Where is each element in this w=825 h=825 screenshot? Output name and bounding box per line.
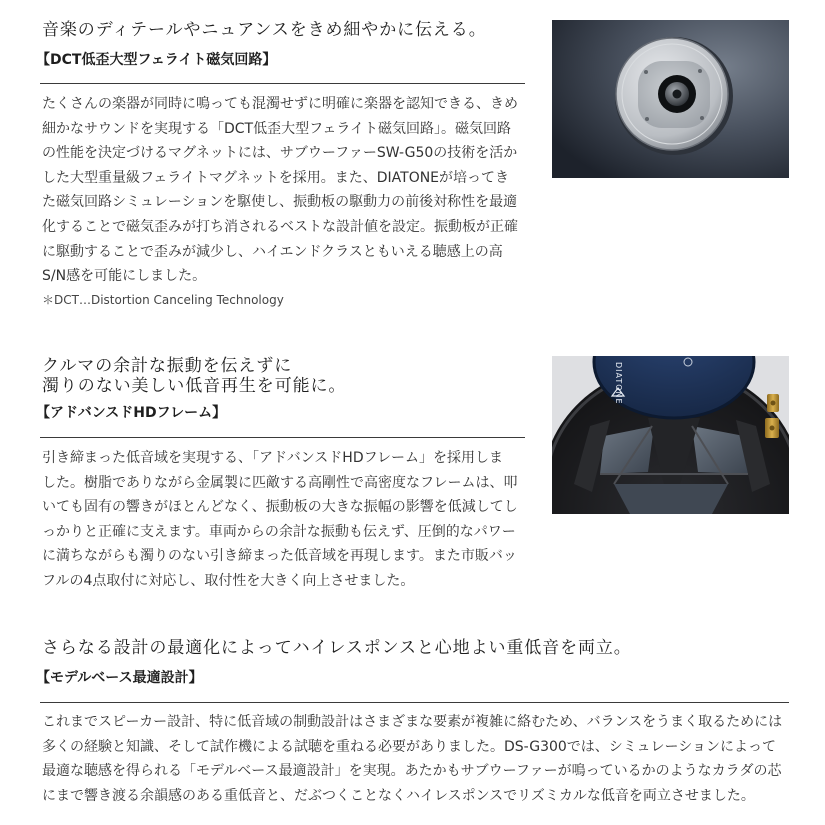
body-line: いても固有の響きがほとんどなく、振動板の大きな振幅の影響を低減してし <box>42 499 518 516</box>
section-body-model-based <box>42 710 794 808</box>
section-heading-frame <box>42 356 346 396</box>
body-line: フルの4点取付に対応し、取付性を大きく向上させました。 <box>42 572 415 589</box>
tweeter-dome-center <box>673 90 682 99</box>
tweeter-screw <box>698 69 702 73</box>
section-body-dct <box>42 92 527 289</box>
tweeter-photo <box>552 20 789 178</box>
section-divider <box>40 437 525 438</box>
body-line: にまで響き渡る余韻感のある重低音と、だぶつくことなくハイレスポンスでリズミカルな低音を両立させました。 <box>42 787 755 804</box>
body-line: 細かなサウンドを実現する「DCT低歪大型フェライト磁気回路」。磁気回路 <box>42 120 511 137</box>
body-line: っかりと正確に支えます。車両からの余計な振動も伝えず、圧倒的なパワー <box>42 523 516 540</box>
body-line: たくさんの楽器が同時に鳴っても混濁せずに明確に楽器を認知できる、きめ <box>42 96 518 112</box>
section-heading-dct: 音楽のディテールやニュアンスをきめ細やかに伝える。 <box>42 20 487 40</box>
body-line: に満ちながらも濁りのない引き締まった低音域を再現します。また市販バッ <box>42 548 517 565</box>
photo-logo-text: DIATONE <box>614 362 623 405</box>
footnote-dct: ＊DCT…Distortion Canceling Technology <box>42 293 284 307</box>
cone-window <box>614 484 728 514</box>
body-line: 最適な聴感を得られる「モデルベース最適設計」を実現。あたかもサブウーファーが鳴っているかのようなカラダの芯 <box>42 763 782 780</box>
section-heading-model-based: さらなる設計の最適化によってハイレスポンスと心地よい重低音を両立。 <box>42 638 632 658</box>
section-divider <box>40 702 789 703</box>
heading-line: クルマの余計な振動を伝えずに <box>42 356 293 376</box>
woofer-frame-photo <box>552 356 789 514</box>
body-line: した。樹脂でありながら金属製に匹敵する高剛性で高密度なフレームは、叩 <box>42 474 518 491</box>
section-body-frame <box>42 446 527 594</box>
tweeter-screw <box>645 117 649 121</box>
body-line: S/N感を可能にしました。 <box>42 268 207 285</box>
tweeter-screw <box>700 116 704 120</box>
body-line: これまでスピーカー設計、特に低音域の制動設計はさまざまな要素が複雑に絡むため、バランスをうまく取るためには <box>42 714 783 730</box>
body-line: 化することで磁気歪みが打ち消されるベストな設計値を設定。振動板が正確 <box>42 218 518 235</box>
terminal-screw <box>771 401 776 406</box>
section-subheading-frame: 【アドバンスドHDフレーム】 <box>36 405 227 421</box>
body-line: に駆動することで歪みが減少し、ハイエンドクラスともいえる聴感上の高 <box>42 243 503 260</box>
body-line: した大型重量級フェライトマグネットを採用。また、DIATONEが培ってき <box>42 169 510 186</box>
section-divider <box>40 83 525 84</box>
body-line: 多くの経験と知識、そして試作機による試聴を重ねる必要がありました。DS-G300では、シミュレーションによって <box>42 738 776 755</box>
tweeter-screw <box>644 70 648 74</box>
body-line: た磁気回路シミュレーションを駆使し、振動板の駆動力の前後対称性を最適 <box>42 194 518 211</box>
body-line: 引き締まった低音域を実現する、「アドバンスドHDフレーム」を採用しま <box>42 450 504 466</box>
section-subheading-dct: 【DCT低歪大型フェライト磁気回路】 <box>36 52 277 68</box>
body-line: の性能を決定づけるマグネットには、サブウーファーSW-G50の技術を活か <box>42 145 518 162</box>
heading-line: 濁りのない美しい低音再生を可能に。 <box>42 376 347 396</box>
section-subheading-model-based: 【モデルベース最適設計】 <box>36 670 203 686</box>
terminal-screw <box>770 426 775 431</box>
